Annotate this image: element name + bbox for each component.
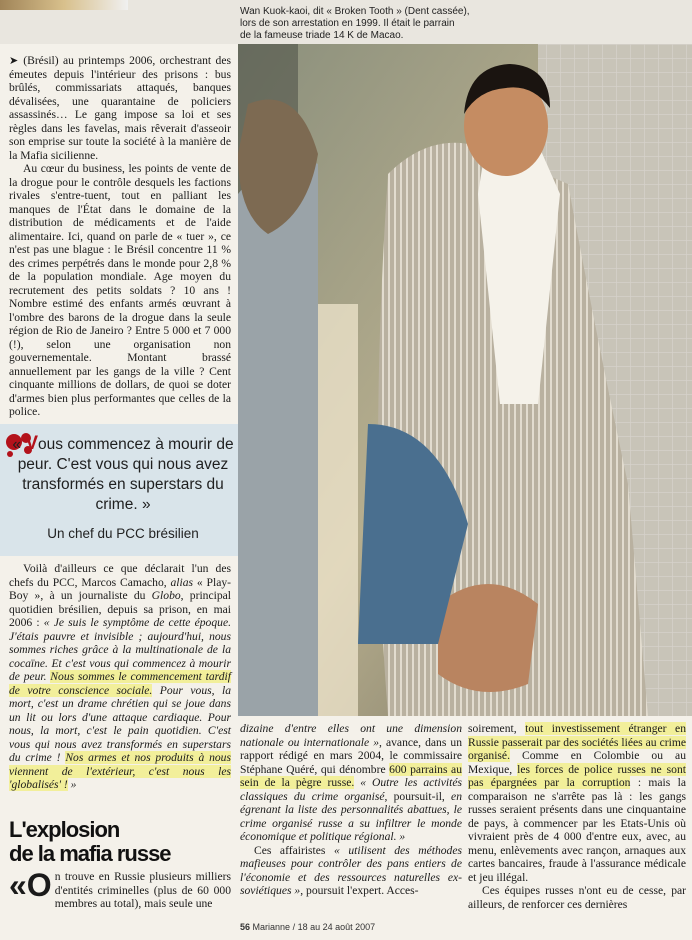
article-column-middle bbox=[240, 722, 462, 898]
paragraph-text: (Brésil) au printemps 2006, orchestrant des émeutes depuis l'intérieur des prisons : bus brûlés, commissariats attaqués, banques dévalisées, une quarantaine de policiers assassinés… Le gang impose sa loi et ses règles dans les favelas, mais rêverait d'asseoir son emprise sur toute la société à la manière de la Mafia sicilienne. bbox=[9, 54, 231, 162]
highlighted-quote: Nos armes et nos produits à nous viennent de l'extérieur, c'est nous les 'globalisés' ! bbox=[9, 751, 231, 791]
section-heading bbox=[9, 818, 231, 866]
paragraph: Au cœur du business, les points de vente de la drogue pour le contrôle desquels les factions rivales s'entre-tuent, tout en palliant les manques de l'État dans le domaine de la distribution de médicaments et de l'aide alimentaire. Ici, quand on parle de « tuer », ce n'est pas une blague : le Brésil concentre 11 % des crimes perpétrés dans le monde pour 2,8 % de la population mondiale. Age moyen du recrutement des petits soldats ? 10 ans ! Nombre estimé des enfants armés œuvrant à l'ombre des barons de la drogue dans la seule région de Rio de Janeiro ? Entre 5 000 et 7 000 (!), selon une organisation non gouvernementale. Montant brassé annuellement par les gangs de la ville ? Cent cinquante millions de dollars, de quoi se doter d'armes bien plus performantes que celles de la police. bbox=[9, 162, 231, 418]
paragraph bbox=[9, 54, 231, 162]
pull-quote bbox=[12, 434, 234, 515]
pull-quote-source: Un chef du PCC brésilien bbox=[47, 526, 199, 541]
drop-cap: «O bbox=[9, 867, 52, 903]
caption-line: Wan Kuok-kaoi, dit « Broken Tooth » (Dent cassée), bbox=[240, 6, 470, 17]
arrest-photo bbox=[238, 44, 692, 716]
text-run: « Play-Boy », à un journaliste du bbox=[9, 575, 231, 602]
caption-line: lors de son arrestation en 1999. Il était le parrain bbox=[240, 18, 455, 29]
paragraph bbox=[240, 844, 462, 898]
paragraph bbox=[240, 722, 462, 844]
paragraph bbox=[9, 867, 231, 911]
quote-run: Pour vous, la mort, c'est un drame chrétien qui se joue dans un lit ou lors d'une attaque cardiaque. Pour nous, la mort, c'est le pain quotidien. C'est vous qui nous avez transformés en superstars du crime ! bbox=[9, 683, 231, 764]
highlighted-text: 600 parrains au sein de la pègre russe. bbox=[240, 762, 462, 789]
magazine-name: Marianne bbox=[252, 922, 291, 932]
newspaper-name: Globo bbox=[151, 589, 181, 602]
text-run: , poursuit l'expert. Acces- bbox=[300, 884, 419, 897]
text-run: alias bbox=[170, 575, 194, 589]
paragraph: Ces équipes russes n'ont eu de cesse, par ailleurs, de renforcer ces dernières bbox=[468, 884, 686, 911]
quote-run: « Outre les activités classiques du crime organisé bbox=[240, 776, 462, 803]
highlighted-quote: Nous sommes le commencement tardif de votre conscience sociale. bbox=[9, 670, 231, 697]
page-footer bbox=[240, 922, 680, 932]
issue-date: / 18 au 24 août 2007 bbox=[292, 922, 376, 932]
pull-quote-initial: V bbox=[25, 433, 39, 454]
arrow-icon: ➤ bbox=[9, 54, 24, 67]
paragraph bbox=[468, 722, 686, 884]
heading-line: de la mafia russe bbox=[9, 841, 171, 866]
quote-run: « Je suis le symptôme de cette époque. J'étais pauvre et invisible ; aujourd'hui, nous sommes riches grâce à la multinationale de la cocaïne. Et c'est vous qui commencez à mourir de peur. bbox=[9, 616, 231, 683]
text-run: soirement, bbox=[468, 722, 526, 735]
pull-quote-open: « bbox=[12, 436, 26, 453]
text-run: : mais la comparaison ne s'arrête pas là : les gangs russes seraient présents dans une cinquantaine de pays, à commencer par les Etats-Unis où vivraient près de 4 000 d'entre eux, avec, au menu, enlèvements avec rançon, arnaques aux cartes bancaires, fraude à l'assurance médicale et jeu illégal. bbox=[468, 776, 687, 884]
paragraph-text: n trouve en Russie plusieurs milliers d'entités criminelles (plus de 60 000 membres au total), mais seule une bbox=[54, 870, 231, 910]
caption-line: de la fameuse triade 14 K de Macao. bbox=[240, 30, 404, 41]
text-run: , poursuit-il, bbox=[384, 789, 452, 803]
text-run: Ces affairistes bbox=[254, 843, 334, 857]
highlighted-text: tout investissement étranger en Russie passerait par des sociétés liées au crime organisé. bbox=[468, 722, 686, 762]
text-run: Voilà d'ailleurs ce que déclarait l'un des chefs du PCC, Marcos Camacho, bbox=[9, 562, 231, 589]
article-column-left-end bbox=[9, 867, 231, 911]
text-run: , principal quotidien brésilien, depuis sa prison, en mai 2006 : bbox=[9, 589, 231, 629]
quote-run: dizaine d'entre elles ont une dimension nationale ou internationale » bbox=[240, 722, 462, 749]
pull-quote-text: ous commencez à mourir de peur. C'est vous qui nous avez transformés en superstars du crime. » bbox=[17, 436, 234, 513]
highlighted-text: les forces de police russes ne sont pas épargnées par la corruption bbox=[468, 762, 686, 789]
article-column-left-top bbox=[9, 54, 231, 419]
heading-line: L'explosion bbox=[9, 817, 120, 842]
photo-caption bbox=[240, 6, 680, 42]
magazine-logo-fragment bbox=[0, 0, 128, 10]
paragraph bbox=[9, 562, 231, 792]
text-run: , avance, dans un rapport rédigé en mars 2004, le commissaire Stéphane Quéré, qui dénombre bbox=[240, 735, 462, 776]
quote-run: « utilisent des méthodes mafieuses pour contrôler des pans entiers de l'économie et des ressources naturelles ex-soviétiques » bbox=[240, 843, 463, 897]
quote-run: en égrenant la liste des personnalités abattues, le crime organisé russe a su infiltrer le monde économique et politique régional. » bbox=[240, 789, 462, 843]
quote-run: » bbox=[67, 778, 77, 791]
page-number: 56 bbox=[240, 922, 251, 932]
photo-illustration bbox=[238, 44, 692, 716]
article-column-left-bottom bbox=[9, 562, 231, 792]
article-column-right bbox=[468, 722, 686, 911]
text-run: Comme en Colombie ou au Mexique, bbox=[468, 749, 686, 776]
